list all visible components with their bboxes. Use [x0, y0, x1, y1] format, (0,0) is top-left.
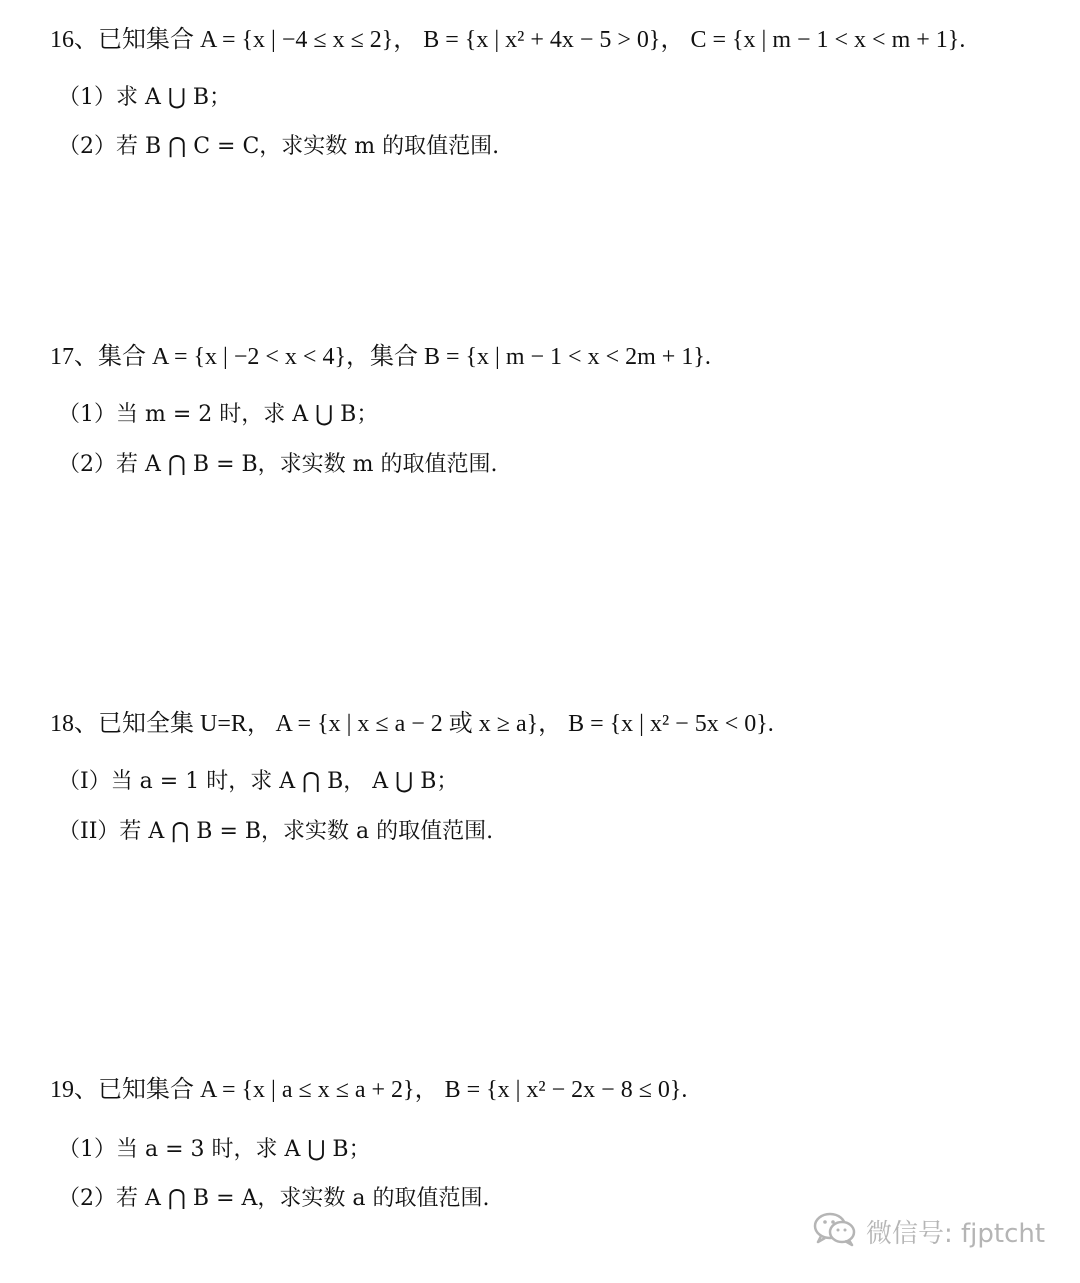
problem-18-part-1: （I）当 a = 1 时，求 A ⋂ B， A ⋃ B； — [58, 769, 459, 794]
problem-16-stem: 16、已知集合 A = {x | −4 ≤ x ≤ 2}， B = {x | x² + 4x − 5 > 0}， C = {x | m − 1 < x < m + 1}. — [50, 27, 966, 53]
watermark-text: 微信号: fjptcht — [866, 1218, 1046, 1249]
problem-19-part-2: （2）若 A ⋂ B = A，求实数 a 的取值范围. — [58, 1186, 490, 1211]
problem-19-stem: 19、已知集合 A = {x | a ≤ x ≤ a + 2}， B = {x | x² − 2x − 8 ≤ 0}. — [50, 1077, 688, 1103]
problem-17-part-2: （2）若 A ⋂ B = B，求实数 m 的取值范围. — [58, 452, 498, 477]
problem-19-part-1: （1）当 a = 3 时，求 A ⋃ B； — [58, 1137, 371, 1162]
wechat-icon — [812, 1210, 858, 1252]
problem-17-part-1: （1）当 m = 2 时，求 A ⋃ B； — [58, 402, 379, 427]
problem-18-stem: 18、已知全集 U=R， A = {x | x ≤ a − 2 或 x ≥ a}， B = {x | x² − 5x < 0}. — [50, 711, 774, 737]
problem-18-part-2: （II）若 A ⋂ B = B，求实数 a 的取值范围. — [58, 819, 494, 844]
watermark — [812, 1210, 1045, 1252]
problem-16-part-2: （2）若 B ⋂ C = C，求实数 m 的取值范围. — [58, 134, 500, 159]
problem-16-part-1: （1）求 A ⋃ B； — [58, 85, 232, 110]
problem-17-stem: 17、集合 A = {x | −2 < x < 4}，集合 B = {x | m − 1 < x < 2m + 1}. — [50, 344, 711, 370]
